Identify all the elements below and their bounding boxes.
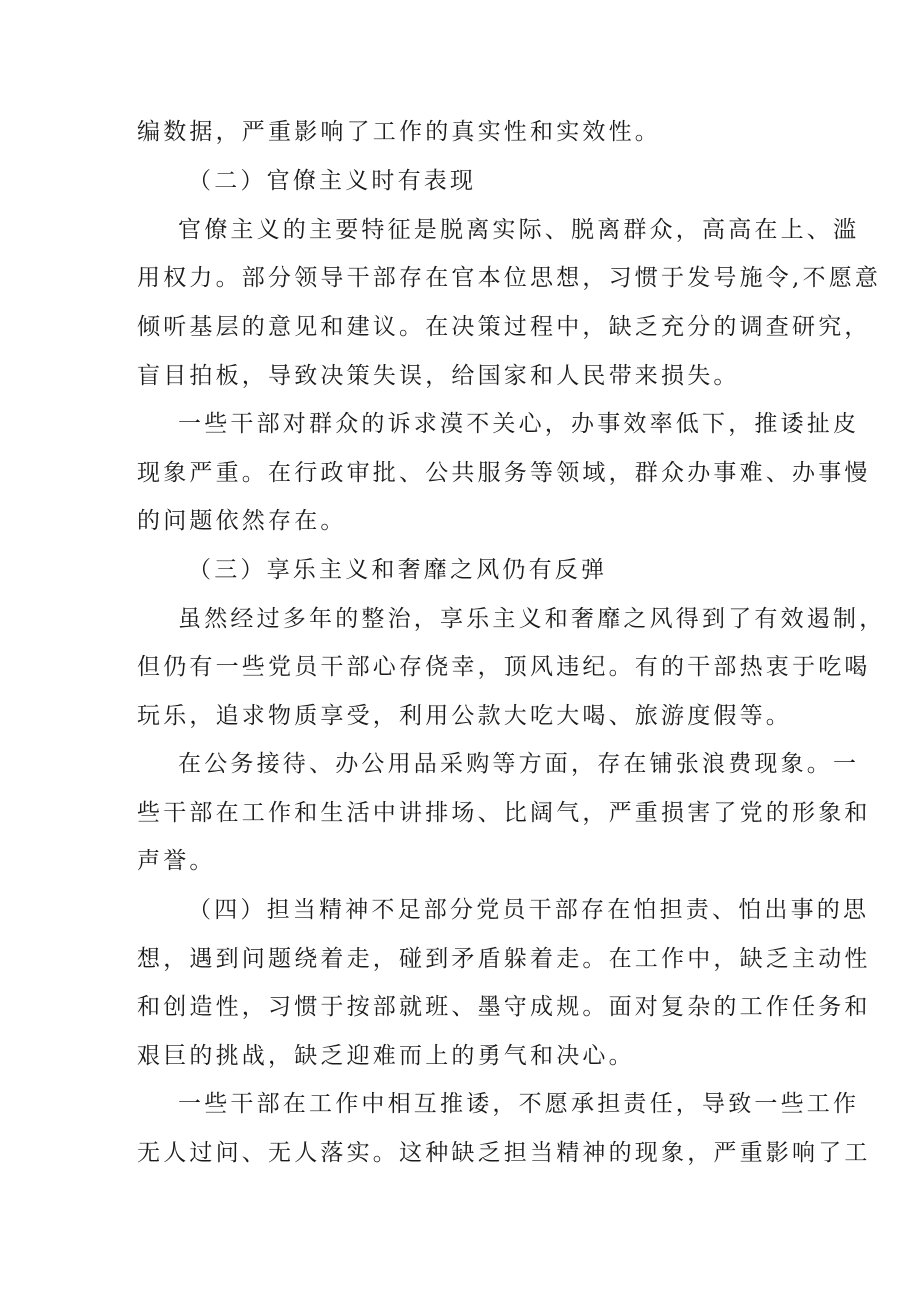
paragraph-line: 一些干部在工作中相互推诿，不愿承担责任，导致一些工作 <box>178 1091 860 1117</box>
paragraph-line: 艰巨的挑战，缺乏迎难而上的勇气和决心。 <box>137 1043 635 1069</box>
paragraph-line: 用权力。部分领导干部存在官本位思想，习惯于发号施令,不愿意 <box>137 265 882 291</box>
paragraph-line: 些干部在工作和生活中讲排场、比阔气，严重损害了党的形象和 <box>137 800 871 826</box>
paragraph-line: 编数据，严重影响了工作的真实性和实效性。 <box>137 119 661 145</box>
paragraph-line: 和创造性，习惯于按部就班、墨守成规。面对复杂的工作任务和 <box>137 994 871 1020</box>
paragraph-line: 倾听基层的意见和建议。在决策过程中，缺乏充分的调查研究， <box>137 314 871 340</box>
paragraph-line: 但仍有一些党员干部心存侥幸，顶风违纪。有的干部热衷于吃喝 <box>137 654 871 680</box>
section-heading: （三）享乐主义和奢靡之风仍有反弹 <box>188 557 608 583</box>
paragraph-line: 的问题依然存在。 <box>137 508 347 534</box>
paragraph-line: 无人过问、无人落实。这种缺乏担当精神的现象，严重影响了工 <box>137 1140 871 1166</box>
paragraph-line: 虽然经过多年的整治，享乐主义和奢靡之风得到了有效遏制， <box>178 606 886 632</box>
paragraph-line: 想，遇到问题绕着走，碰到矛盾躲着走。在工作中，缺乏主动性 <box>137 946 871 972</box>
paragraph-line: 现象严重。在行政审批、公共服务等领域，群众办事难、办事慢 <box>137 460 871 486</box>
paragraph-line: 一些干部对群众的诉求漠不关心，办事效率低下，推诿扯皮 <box>178 411 860 437</box>
paragraph-line: 在公务接待、办公用品采购等方面，存在铺张浪费现象。一 <box>178 751 860 777</box>
paragraph-line: 声誉。 <box>137 848 216 874</box>
section-heading: （二）官僚主义时有表现 <box>188 168 477 194</box>
paragraph-line: 盲目拍板，导致决策失误，给国家和人民带来损失。 <box>137 363 740 389</box>
section-heading: （四）担当精神不足部分党员干部存在怕担责、怕出事的思 <box>188 897 870 923</box>
paragraph-line: 官僚主义的主要特征是脱离实际、脱离群众，高高在上、滥 <box>178 217 860 243</box>
paragraph-line: 玩乐，追求物质享受，利用公款大吃大喝、旅游度假等。 <box>137 703 792 729</box>
